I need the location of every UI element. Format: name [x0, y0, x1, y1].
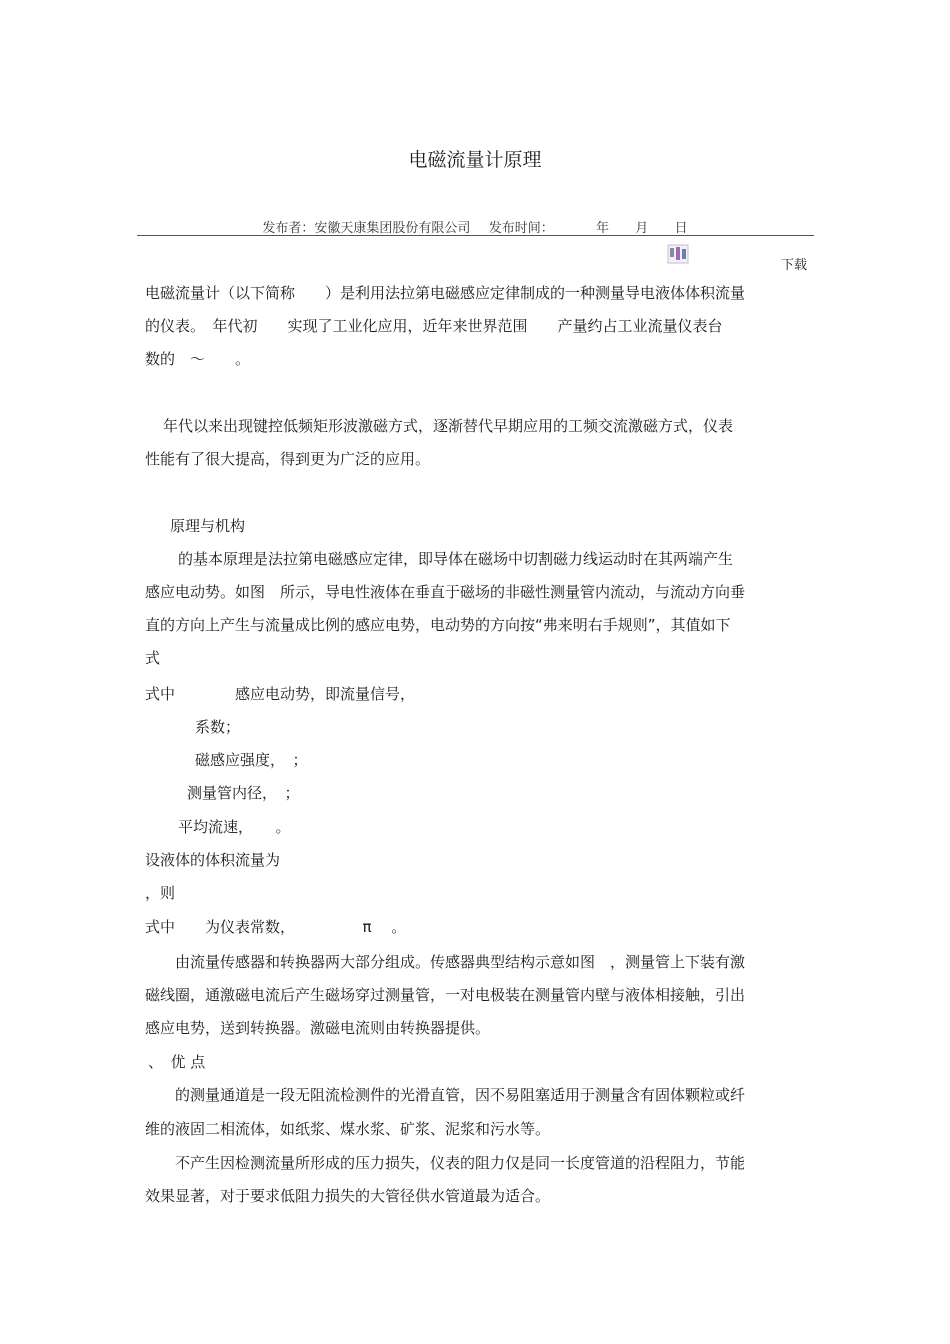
- publisher-label: 发布者：: [262, 221, 315, 236]
- text-line: 式中 感应电动势，即流量信号，: [145, 685, 416, 703]
- text-line: 磁线圈，通激磁电流后产生磁场穿过测量管，一对电极装在测量管内壁与液体相接触，引出: [145, 986, 746, 1004]
- section-heading: 、 优 点: [148, 1053, 206, 1071]
- page-title: 电磁流量计原理: [408, 149, 542, 171]
- text-line: 直的方向上产生与流量成比例的感应电势，电动势的方向按“弗来明右手规则”，其值如下: [145, 616, 731, 634]
- publish-time-label: 发布时间：: [488, 221, 554, 236]
- text-line: 效果显著，对于要求低阻力损失的大管径供水管道最为适合。: [145, 1187, 551, 1205]
- download-link[interactable]: 下载: [781, 258, 808, 273]
- text-line: ，则: [145, 884, 176, 902]
- text-line: 平均流速， 。: [178, 818, 291, 836]
- publish-day: 日: [674, 221, 688, 236]
- section-heading: 原理与机构: [170, 517, 246, 535]
- publisher-name: 安徽天康集团股份有限公司: [314, 221, 471, 236]
- text-line: 式中 为仪表常数， π 。: [145, 918, 407, 936]
- text-line: 的基本原理是法拉第电磁感应定律，即导体在磁场中切割磁力线运动时在其两端产生: [178, 550, 734, 568]
- header-divider: [137, 235, 814, 236]
- text-line: 不产生因检测流量所形成的压力损失，仪表的阻力仅是同一长度管道的沿程阻力，节能: [175, 1154, 746, 1172]
- text-line: 年代以来出现键控低频矩形波激磁方式，逐渐替代早期应用的工频交流激磁方式，仪表: [163, 417, 734, 435]
- text-line: 维的液固二相流体，如纸浆、煤水浆、矿浆、泥浆和污水等。: [145, 1120, 551, 1138]
- text-line: 式: [145, 649, 161, 667]
- text-line: 的测量通道是一段无阻流检测件的光滑直管，因不易阻塞适用于测量含有固体颗粒或纤: [175, 1086, 746, 1104]
- publish-info: [0, 217, 950, 236]
- publish-year: 年: [596, 221, 610, 236]
- text-line: 性能有了很大提高，得到更为广泛的应用。: [145, 450, 431, 468]
- text-line: 设液体的体积流量为: [145, 851, 281, 869]
- text-line: 数的 ～ 。: [145, 350, 251, 368]
- download-icon[interactable]: [667, 244, 689, 264]
- text-line: 测量管内径， ；: [187, 784, 300, 802]
- text-line: 电磁流量计（以下简称 ）是利用法拉第电磁感应定律制成的一种测量导电液体体积流量: [145, 284, 746, 302]
- text-line: 系数；: [195, 718, 241, 736]
- text-line: 磁感应强度， ；: [195, 751, 308, 769]
- text-line: 感应电势，送到转换器。激磁电流则由转换器提供。: [145, 1019, 491, 1037]
- publish-month: 月: [635, 221, 649, 236]
- text-line: 由流量传感器和转换器两大部分组成。传感器典型结构示意如图 ，测量管上下装有激: [175, 953, 746, 971]
- text-line: 的仪表。 年代初 实现了工业化应用，近年来世界范围 产量约占工业流量仪表台: [145, 317, 723, 335]
- text-line: 感应电动势。如图 所示，导电性液体在垂直于磁场的非磁性测量管内流动，与流动方向垂: [145, 583, 746, 601]
